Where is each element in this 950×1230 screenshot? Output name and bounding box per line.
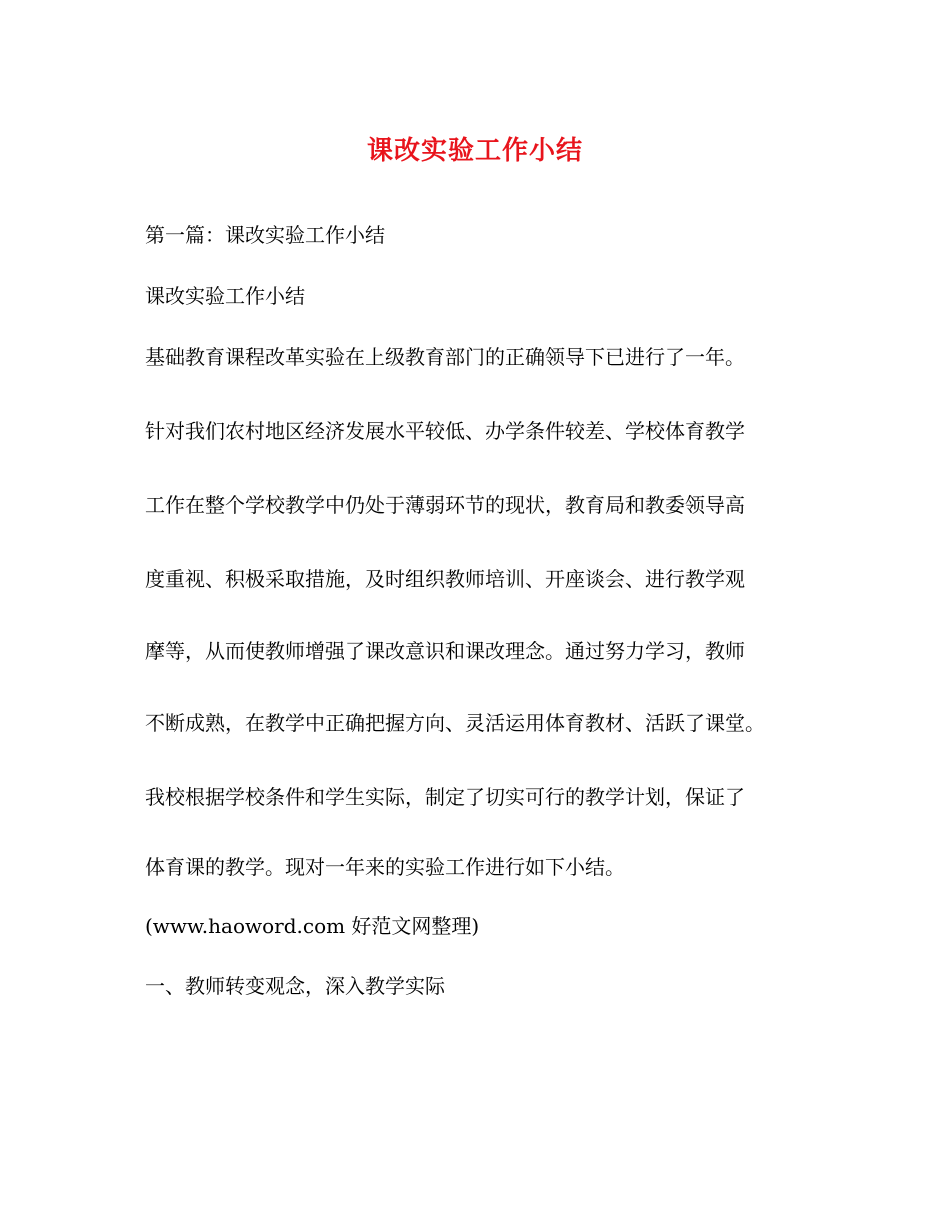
body-line: 针对我们农村地区经济发展水平较低、办学条件较差、学校体育教学	[145, 419, 745, 443]
body-line: 不断成熟，在教学中正确把握方向、灵活运用体育教材、活跃了课堂。	[145, 711, 765, 735]
body-line: 我校根据学校条件和学生实际，制定了切实可行的教学计划，保证了	[145, 785, 745, 809]
body-line: 度重视、积极采取措施，及时组织教师培训、开座谈会、进行教学观	[145, 567, 745, 591]
subheading: 课改实验工作小结	[145, 284, 305, 308]
source-note: (www.haoword.com 好范文网整理)	[145, 914, 480, 938]
document-title: 课改实验工作小结	[366, 136, 583, 166]
body-line: 体育课的教学。现对一年来的实验工作进行如下小结。	[145, 855, 625, 879]
body-line: 工作在整个学校教学中仍处于薄弱环节的现状，教育局和教委领导高	[145, 493, 745, 517]
body-line: 基础教育课程改革实验在上级教育部门的正确领导下已进行了一年。	[145, 345, 745, 369]
section-heading: 第一篇：课改实验工作小结	[145, 223, 385, 247]
body-line: 摩等，从而使教师增强了课改意识和课改理念。通过努力学习，教师	[145, 639, 745, 663]
section-heading: 一、教师转变观念，深入教学实际	[145, 974, 445, 998]
